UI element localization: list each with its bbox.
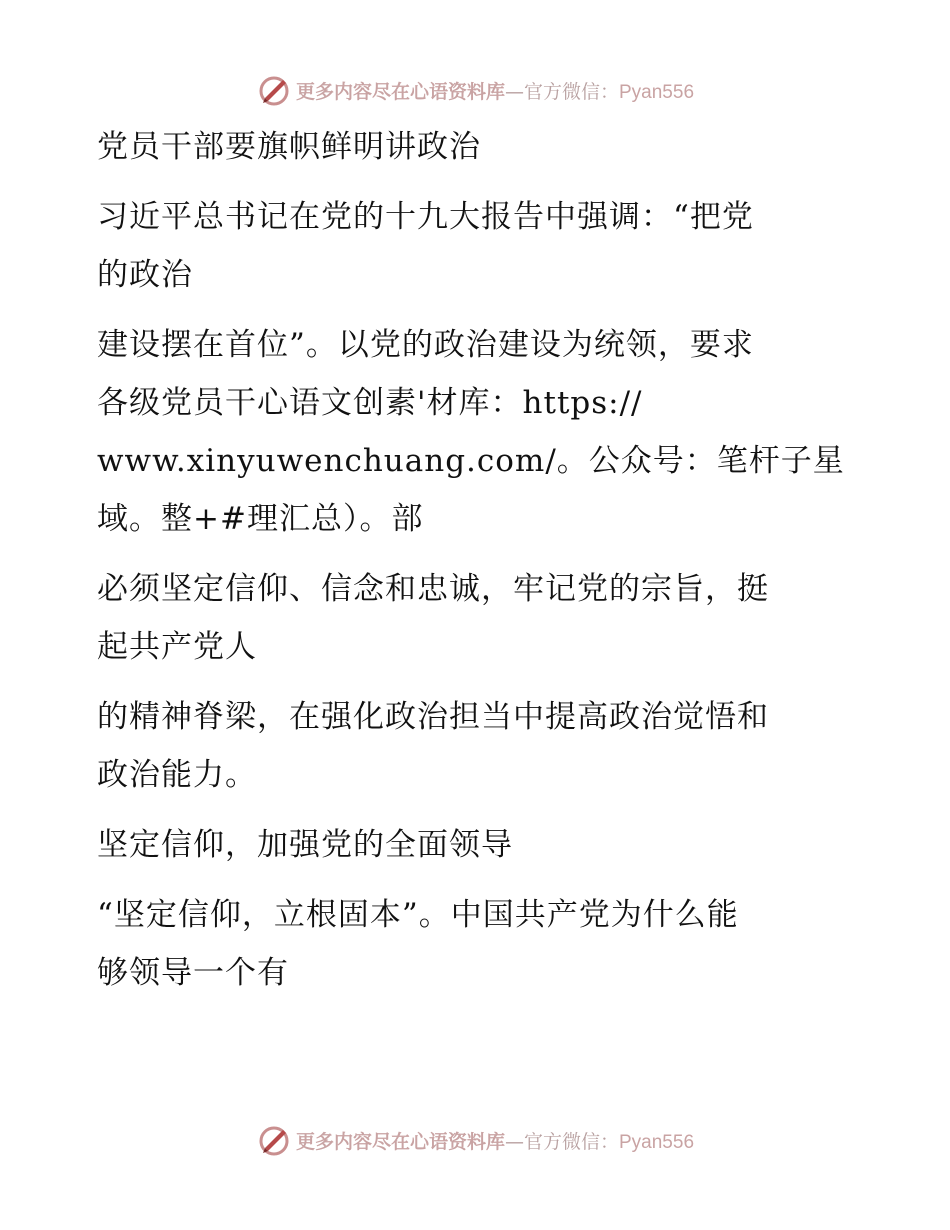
paragraph-line: 习近平总书记在党的十九大报告中强调：“把党	[97, 199, 754, 235]
paragraph-line: 起共产党人	[97, 629, 257, 665]
paragraph-line: 域。整+#理汇总）。部	[97, 501, 424, 537]
footer-watermark	[0, 1120, 950, 1160]
header-watermark	[0, 70, 950, 110]
watermark-account: Pyan556	[619, 81, 695, 103]
paragraph-line: “坚定信仰，立根固本”。中国共产党为什么能	[97, 897, 739, 933]
watermark-text	[296, 77, 694, 104]
document-body	[97, 118, 845, 1002]
paragraph-line: 各级党员干心语文创素'材库：https://	[97, 385, 643, 421]
watermark-dash: —	[504, 1130, 524, 1153]
watermark-brand: 更多内容尽在心语资料库	[295, 80, 505, 103]
paragraph-line: 的政治	[97, 257, 193, 293]
paragraph-line: 建设摆在首位”。以党的政治建设为统领，要求	[97, 327, 754, 363]
paragraph-line: 政治能力。	[97, 757, 257, 793]
watermark-brand: 更多内容尽在心语资料库	[295, 1130, 505, 1153]
watermark-text	[296, 1127, 694, 1154]
watermark-account: Pyan556	[619, 1131, 695, 1153]
paragraph-line: 必须坚定信仰、信念和忠诚，牢记党的宗旨，挺	[97, 571, 769, 607]
watermark-dash: —	[504, 80, 524, 103]
watermark-label: 官方微信：	[523, 80, 619, 103]
pen-logo-icon	[256, 72, 292, 108]
paragraph-line: www.xinyuwenchuang.com/。公众号：笔杆子星	[97, 443, 845, 479]
paragraph-line: 够领导一个有	[97, 955, 289, 991]
watermark-label: 官方微信：	[523, 1130, 619, 1153]
pen-logo-icon	[256, 1122, 292, 1158]
paragraph-line: 的精神脊梁，在强化政治担当中提高政治觉悟和	[97, 699, 769, 735]
section-heading: 党员干部要旗帜鲜明讲政治	[97, 129, 481, 165]
section-heading: 坚定信仰，加强党的全面领导	[97, 827, 513, 863]
